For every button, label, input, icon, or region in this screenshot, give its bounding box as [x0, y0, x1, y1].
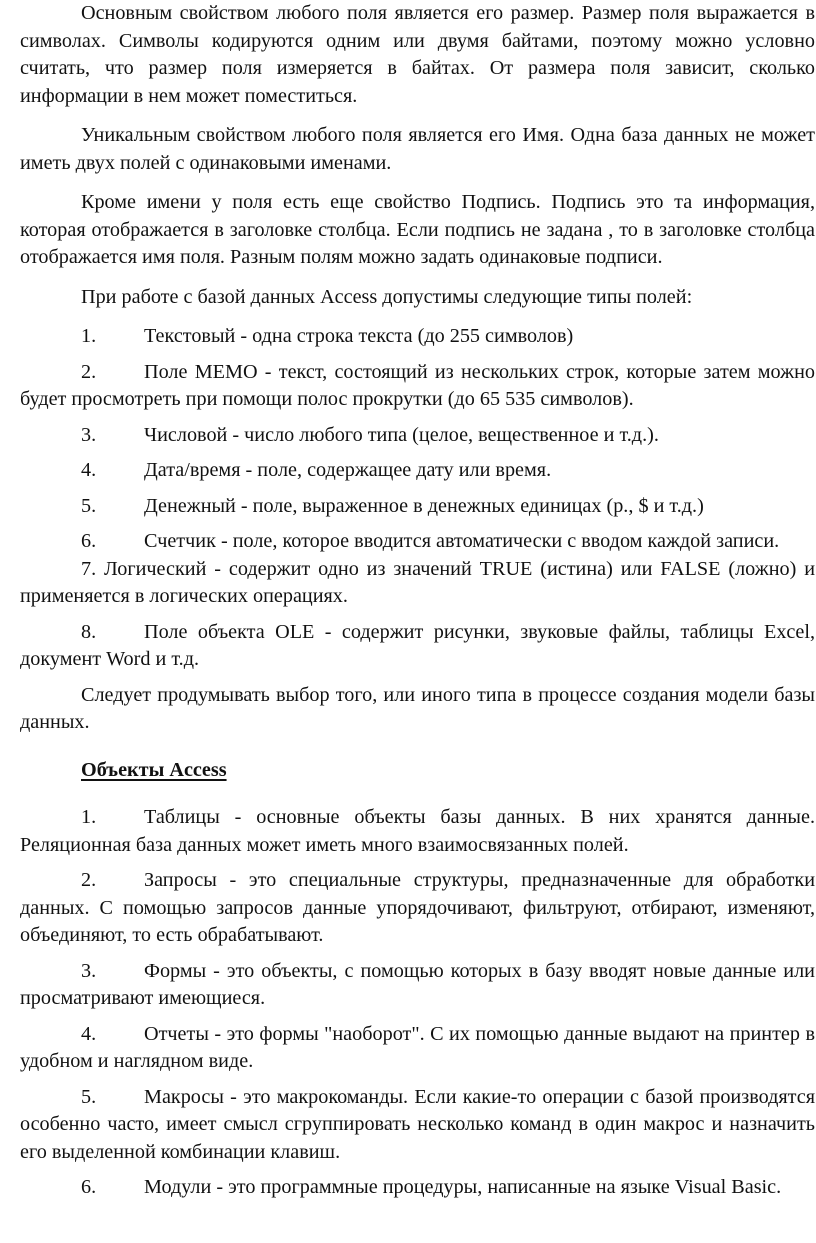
list-item-number: 4.: [81, 459, 97, 481]
list-item: [20, 528, 815, 556]
list-item-number: 3.: [81, 959, 97, 982]
paragraph-field-size: Основным свойством любого поля является его размер. Размер поля выражается в символах. Символы кодируются одним или двумя байтами, поэтому можно условно считать, что размер поля измеряется в байтах. От размера поля зависит, сколько информации в нем может поместиться.: [20, 2, 815, 107]
list-item-number: 2.: [81, 360, 97, 383]
list-item: [20, 359, 815, 414]
list-item-number: 4.: [81, 1022, 97, 1045]
list-item-text: Денежный - поле, выраженное в денежных единицах (р., $ и т.д.): [144, 494, 704, 517]
list-item-text: Формы - это объекты, с помощью которых в базу вводят новые данные или просматривают имеющиеся.: [20, 959, 815, 1009]
list-item: [20, 958, 815, 1013]
list-item: [20, 422, 815, 450]
list-item-text: Макросы - это макрокоманды. Если какие-то операции с базой производятся особенно часто, имеет смысл сгруппировать несколько команд в один макрос и назначить его выделенной комбинации клавиш.: [20, 1085, 815, 1163]
list-item-number: 3.: [81, 423, 97, 446]
list-item: [20, 457, 815, 485]
list-item: [20, 1084, 815, 1167]
list-item-number: 1.: [81, 325, 97, 347]
list-item-text: Таблицы - основные объекты базы данных. В них хранятся данные. Реляционная база данных может иметь много взаимосвязанных полей.: [20, 806, 815, 856]
list-item-number: 5.: [81, 494, 97, 517]
list-item: [20, 1021, 815, 1076]
section-heading: Объекты Access: [81, 758, 227, 781]
list-item-text: Поле МЕМО - текст, состоящий из нескольких строк, которые затем можно будет просмотреть при помощи полос прокрутки (до 65 535 символов).: [20, 360, 815, 410]
list-item-text: Логический - содержит одно из значений TRUE (истина) или FALSE (ложно) и применяется в логических операциях.: [20, 557, 816, 607]
list-item: [20, 556, 815, 611]
list-item: [20, 1174, 815, 1202]
list-item-text: Дата/время - поле, содержащее дату или время.: [144, 459, 552, 481]
list-item-text: Отчеты - это формы "наоборот". С их помощью данные выдают на принтер в удобном и наглядном виде.: [20, 1022, 815, 1072]
list-item-text: Поле объекта OLE - содержит рисунки, звуковые файлы, таблицы Excel, документ Word и т.д.: [20, 620, 815, 670]
list-item-text: Модули - это программные процедуры, написанные на языке Visual Basic.: [144, 1176, 782, 1198]
list-item-text: Счетчик - поле, которое вводится автоматически с вводом каждой записи.: [144, 530, 780, 552]
list-item-number: 5.: [81, 1085, 97, 1108]
list-item-number: 7.: [81, 557, 97, 580]
paragraph-field-name: Уникальным свойством любого поля является его Имя. Одна база данных не может иметь двух полей с одинаковыми именами.: [20, 124, 815, 174]
list-item: [20, 804, 815, 859]
field-types-list: [20, 323, 815, 674]
paragraph-field-types-intro: При работе с базой данных Access допустимы следующие типы полей:: [81, 285, 693, 308]
access-objects-list: [20, 804, 815, 1202]
list-item-number: 2.: [81, 869, 97, 891]
list-item-number: 1.: [81, 806, 97, 828]
list-item: [20, 619, 815, 674]
paragraph-field-caption: Кроме имени у поля есть еще свойство Подпись. Подпись это та информация, которая отображается в заголовке столбца. Если подпись не задана , то в заголовке столбца отображается имя поля. Разным полям можно задать одинаковые подписи.: [20, 191, 815, 268]
list-item-number: 8.: [81, 620, 97, 643]
document-page: [20, 0, 815, 1202]
list-item: [20, 867, 815, 950]
paragraph-type-choice: Следует продумывать выбор того, или иного типа в процессе создания модели базы данных.: [20, 683, 815, 733]
list-item: [20, 323, 815, 351]
list-item-number: 6.: [81, 530, 97, 552]
list-item: [20, 493, 815, 521]
list-item-text: Текстовый - одна строка текста (до 255 символов): [144, 325, 574, 347]
list-item-text: Запросы - это специальные структуры, предназначенные для обработки данных. С помощью запросов данные упорядочивают, фильтруют, отбирают, изменяют, объединяют, то есть обрабатывают.: [20, 869, 815, 946]
list-item-text: Числовой - число любого типа (целое, вещественное и т.д.).: [144, 423, 659, 446]
list-item-number: 6.: [81, 1176, 97, 1198]
